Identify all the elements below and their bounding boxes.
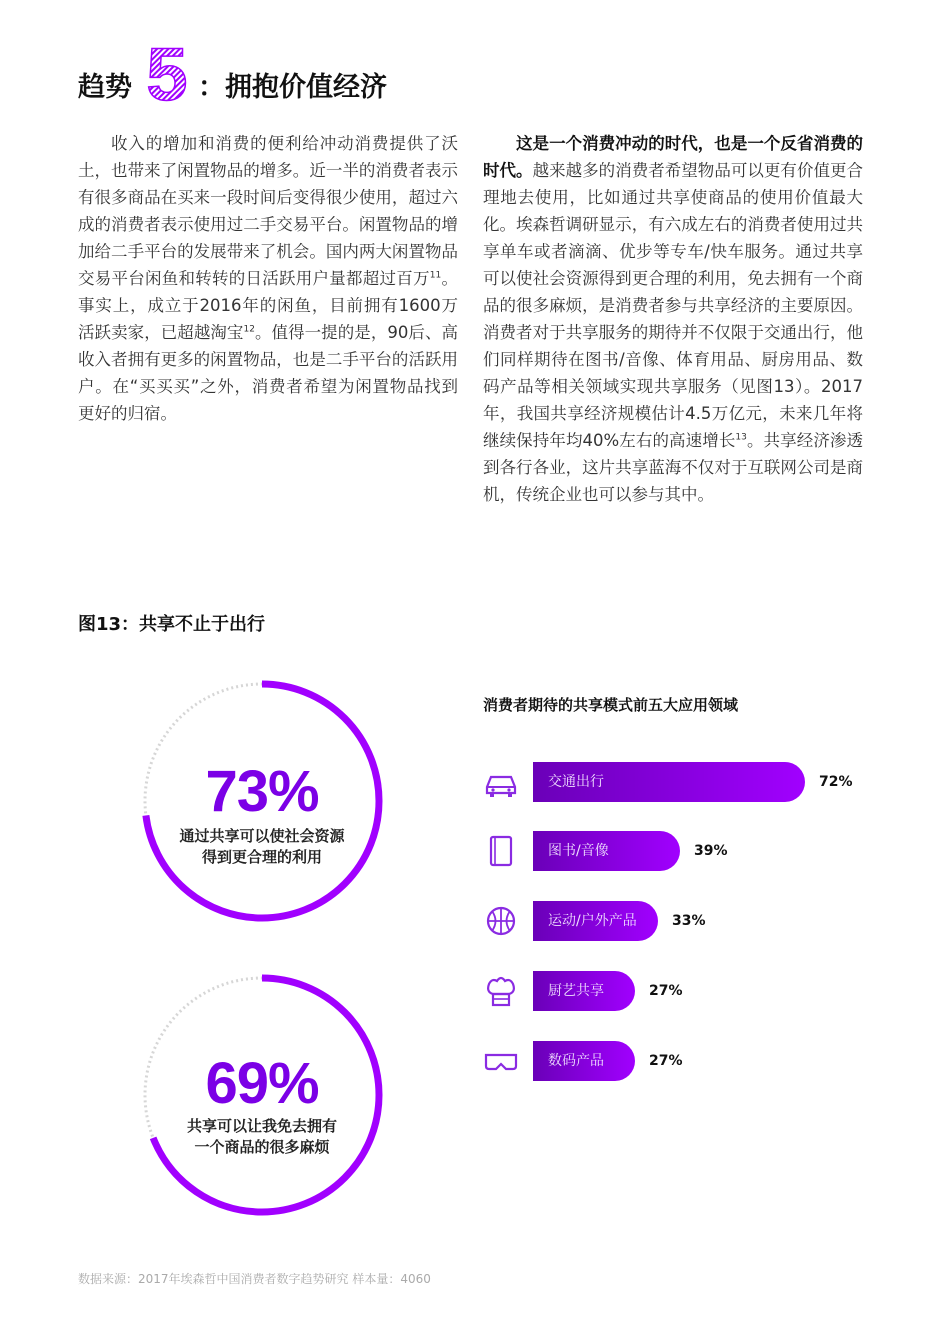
bar-value-label: 39%: [694, 843, 728, 859]
bar-value-label: 27%: [649, 1053, 683, 1069]
title-prefix: 趋势: [78, 72, 132, 103]
vr-goggles-icon: [483, 1044, 519, 1078]
bar-label: 运动/户外产品: [548, 913, 637, 929]
bar-label: 图书/音像: [548, 843, 609, 859]
figure-title: 图13：共享不止于出行: [78, 614, 266, 635]
trend-number: 5: [146, 42, 188, 106]
bar-label: 交通出行: [548, 774, 604, 790]
car-icon: [483, 765, 519, 799]
basketball-icon: [483, 904, 519, 938]
title-suffix: ：拥抱价值经济: [198, 72, 387, 103]
stat-circle-2: [137, 970, 387, 1224]
right-column-text: 这是一个消费冲动的时代，也是一个反省消费的时代。越来越多的消费者希望物品可以更有价值更合理地去使用，比如通过共享使商品的使用价值最大化。埃森哲调研显示，有六成左右的消费者使用过共享单车或者滴滴、优步等专车/快车服务。通过共享可以使社会资源得到更合理的利用，免去拥有一个商品的很多麻烦，是消费者参与共享经济的主要原因。消费者对于共享服务的期待并不仅限于交通出行，他们同样期待在图书/音像、体育用品、厨房用品、数码产品等相关领域实现共享服务（见图13）。2017年，我国共享经济规模估计4.5万亿元，未来几年将继续保持年均40%左右的高速增长$^{13}$。共享经济渗透到各行各业，这片共享蓝海不仅对于互联网公司是商机，传统企业也可以参与其中。: [483, 134, 864, 504]
stat-description: 共享可以让我免去拥有 一个商品的很多麻烦: [186, 1117, 337, 1156]
left-column-text: 收入的增加和消费的便利给冲动消费提供了沃土，也带来了闲置物品的增多。近一半的消费者表示有很多商品在买来一段时间后变得很少使用，超过六成的消费者表示使用过二手交易平台。闲置物品的增加给二手平台的发展带来了机会。国内两大闲置物品交易平台闲鱼和转转的日活跃用户量都超过百万$^{11}$。事实上，成立于2016年的闲鱼，目前拥有1600万活跃卖家，已超越淘宝$^{12}$。值得一提的是，90后、高收入者拥有更多的闲置物品，也是二手平台的活跃用户。在“买买买”之外，消费者希望为闲置物品找到更好的归宿。: [78, 134, 459, 423]
bar-label: 数码产品: [548, 1053, 604, 1069]
bar-label: 厨艺共享: [548, 983, 604, 999]
chart-title: 消费者期待的共享模式前五大应用领域: [483, 696, 739, 714]
stat-description: 通过共享可以使社会资源 得到更合理的利用: [179, 827, 345, 866]
stat-value: 69%: [205, 1051, 319, 1116]
bar-value-label: 33%: [672, 913, 706, 929]
book-icon: [483, 834, 519, 868]
stat-circle-1: [137, 676, 387, 930]
bar-value-label: 27%: [649, 983, 683, 999]
trend-number-badge: [140, 42, 194, 106]
chef-hat-icon: [483, 974, 519, 1008]
bar-value-label: 72%: [819, 774, 853, 790]
data-source: 数据来源：2017年埃森哲中国消费者数字趋势研究 样本量：4060: [78, 1272, 431, 1286]
stat-value: 73%: [205, 759, 319, 824]
